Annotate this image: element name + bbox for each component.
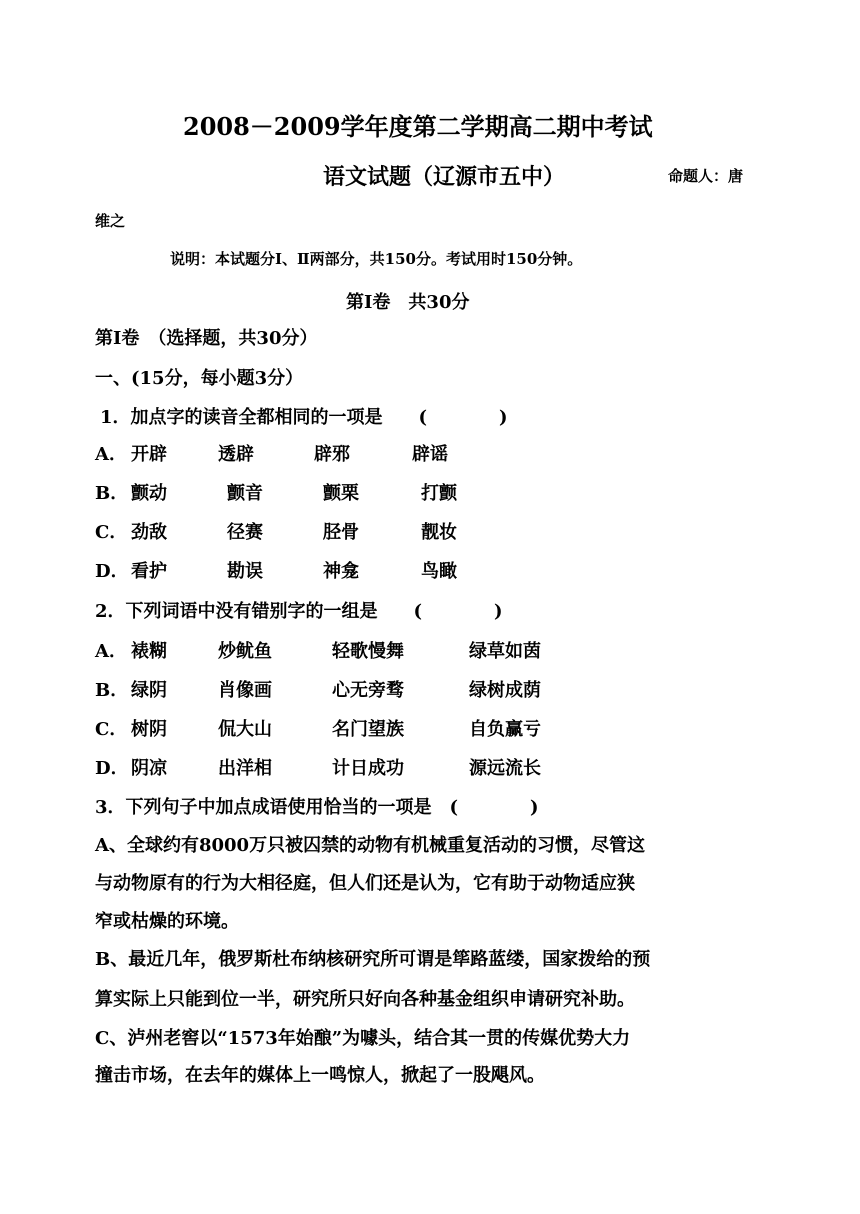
option-item: 径赛: [227, 522, 263, 543]
option-item: 源远流长: [469, 758, 541, 779]
q3-option-c-line: C、泸州老窖以“1573年始酿”为噱头，结合其一贯的传媒优势大力: [95, 1028, 631, 1049]
option-item: 肖像画: [218, 680, 272, 701]
option-item: 炒鱿鱼: [218, 641, 272, 662]
option-item: 看护: [131, 561, 167, 582]
option-item: 颤音: [227, 483, 263, 504]
q2-stem: 2．下列词语中没有错别字的一组是 ( ): [95, 601, 503, 622]
option-label: B．: [95, 483, 129, 504]
option-label: D．: [95, 561, 129, 582]
q3-option-c-line: 撞击市场，在去年的媒体上一鸣惊人，掀起了一股飓风。: [95, 1065, 545, 1086]
option-item: 透辟: [218, 444, 254, 465]
option-item: 神龛: [323, 561, 359, 582]
option-item: 树阴: [131, 719, 167, 740]
option-label: B．: [95, 680, 129, 701]
q3-stem: 3．下列句子中加点成语使用恰当的一项是 ( ): [95, 797, 539, 818]
q3-option-a-line: 窄或枯燥的环境。: [95, 911, 239, 932]
q3-option-b-line: B、最近几年，俄罗斯杜布纳核研究所可谓是筚路蓝缕，国家拨给的预: [95, 949, 651, 970]
exam-title: 2008－2009学年度第二学期高二期中考试: [183, 112, 653, 141]
option-item: 胫骨: [323, 522, 359, 543]
option-item: 计日成功: [332, 758, 404, 779]
option-item: 打颤: [421, 483, 457, 504]
section-heading: 第Ⅰ卷 共30分: [346, 292, 470, 313]
option-item: 心无旁骛: [332, 680, 404, 701]
author-name-cont: 维之: [95, 212, 126, 230]
option-item: 辟谣: [412, 444, 448, 465]
option-item: 自负赢亏: [469, 719, 541, 740]
option-item: 绿阴: [131, 680, 167, 701]
q3-option-a-line: 与动物原有的行为大相径庭，但人们还是认为，它有助于动物适应狭: [95, 873, 635, 894]
q3-option-b-line: 算实际上只能到位一半，研究所只好向各种基金组织申请研究补助。: [95, 989, 635, 1010]
option-label: A．: [95, 641, 127, 662]
option-item: 裱糊: [131, 641, 167, 662]
option-item: 辟邪: [314, 444, 350, 465]
option-item: 绿树成荫: [469, 680, 541, 701]
section-sub: 第Ⅰ卷 （选择题，共30分）: [95, 328, 318, 349]
paper-subtitle: 语文试题（辽源市五中）: [323, 164, 566, 190]
option-item: 开辟: [131, 444, 167, 465]
option-item: 劲敌: [131, 522, 167, 543]
option-item: 勘误: [227, 561, 263, 582]
option-item: 颤动: [131, 483, 167, 504]
option-item: 名门望族: [332, 719, 404, 740]
option-item: 颤栗: [323, 483, 359, 504]
author-label: 命题人：唐: [668, 167, 744, 185]
option-item: 轻歌慢舞: [332, 641, 404, 662]
option-label: C．: [95, 522, 128, 543]
q3-option-a-line: A、全球约有8000万只被囚禁的动物有机械重复活动的习惯，尽管这: [95, 835, 646, 856]
option-item: 靓妆: [421, 522, 457, 543]
option-label: A．: [95, 444, 127, 465]
q1-stem: 1．加点字的读音全都相同的一项是 ( ): [100, 407, 508, 428]
option-item: 阴凉: [131, 758, 167, 779]
option-item: 鸟瞰: [421, 561, 457, 582]
option-item: 出洋相: [218, 758, 272, 779]
option-item: 绿草如茵: [469, 641, 541, 662]
option-label: D．: [95, 758, 129, 779]
option-label: C．: [95, 719, 128, 740]
option-item: 侃大山: [218, 719, 272, 740]
exam-note: 说明：本试题分Ⅰ、Ⅱ两部分，共150分。考试用时150分钟。: [170, 250, 583, 268]
part-heading: 一、(15分，每小题3分）: [95, 368, 304, 389]
